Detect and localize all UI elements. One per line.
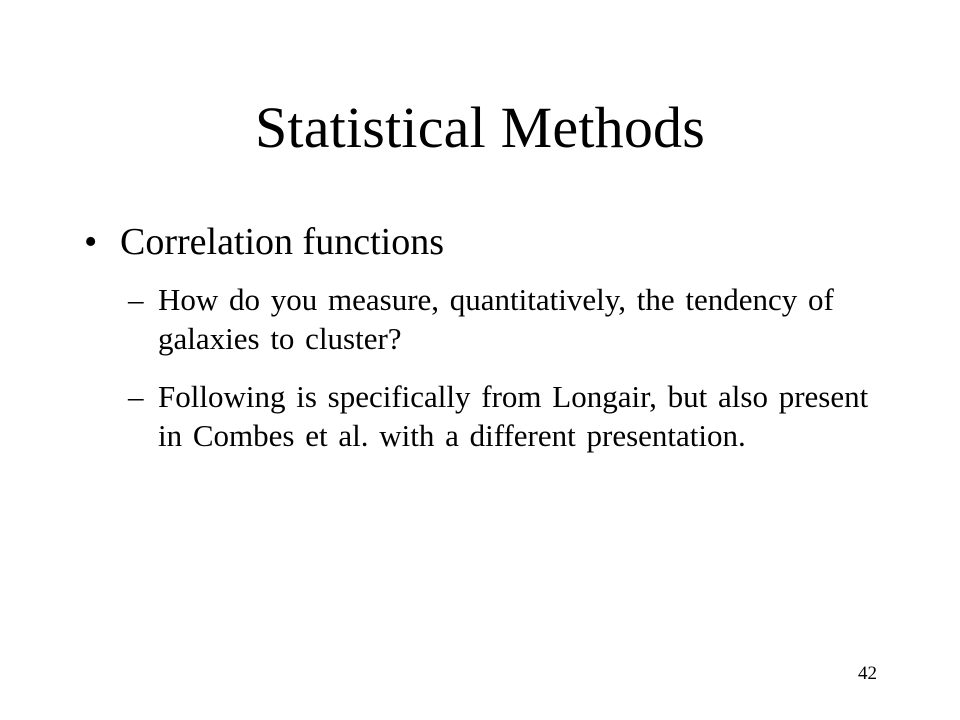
sub-bullet-text: How do you measure, quantitatively, the tendency of galaxies to cluster? xyxy=(158,282,834,356)
bullet-text: Correlation functions xyxy=(120,221,444,263)
page-number: 42 xyxy=(858,663,877,684)
sub-bullet-text: Following is specifically from Longair, but also present in Combes et al. with a different presentation. xyxy=(158,379,869,453)
sub-bullet-marker: – xyxy=(128,282,144,317)
sub-bullet-item xyxy=(128,280,888,358)
bullet-marker: • xyxy=(84,221,98,263)
slide-title: Statistical Methods xyxy=(254,95,706,160)
sub-bullet-item xyxy=(128,377,888,455)
sub-bullet-marker: – xyxy=(128,379,144,414)
bullet-item xyxy=(84,218,884,266)
sub-bullet-list xyxy=(128,280,888,474)
